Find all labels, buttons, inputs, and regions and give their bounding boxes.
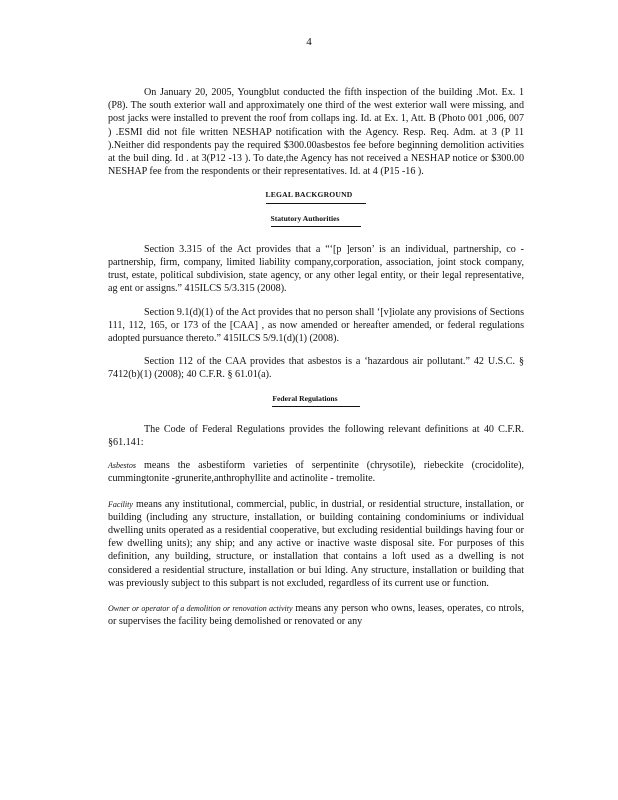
paragraph-section-3315: Section 3.315 of the Act provides that a “‘[p ]erson’ is an individual, partnership, co -partnership, firm, company, limited liability company,corporation, association, joint stock company, trust, estate, political subdivision, state agency, or any other legal entity, or their legal representative, ag ent or assigns.” 415ILCS 5/3.315 (2008). (108, 243, 524, 295)
definition-facility-term: Facility (108, 499, 133, 509)
paragraph-section-91d1: Section 9.1(d)(1) of the Act provides that no person shall ‘[v]iolate any provisions of Sections 111, 112, 165, or 173 of the [CAA] , as now amended or hereafter amended, or federal regulations adopted pursuance thereto.” 415ILCS 5/9.1(d)(1) (2008). (108, 306, 524, 345)
heading-statutory-authorities (108, 212, 524, 227)
definition-owner-operator (108, 602, 524, 628)
heading-federal-regulations (108, 392, 524, 407)
document-body (108, 86, 524, 641)
paragraph-cfr-intro: The Code of Federal Regulations provides the following relevant definitions at 40 C.F.R. §61.141: (108, 423, 524, 449)
definition-asbestos (108, 459, 524, 485)
heading-statutory-authorities-text: Statutory Authorities (271, 212, 362, 227)
paragraph-section-112: Section 112 of the CAA provides that asbestos is a ‘hazardous air pollutant.” 42 U.S.C. § 7412(b)(1) (2008); 40 C.F.R. § 61.01(a). (108, 356, 524, 381)
definition-owner-term: Owner or operator of a demolition or renovation activity (108, 604, 293, 614)
heading-legal-background (108, 188, 524, 203)
definition-asbestos-text: means the asbestiform varieties of serpentinite (chrysotile), riebeckite (crocidolite), cummingtonite -grunerite,anthrophyllite and actinolite - tremolite. (108, 460, 524, 485)
definition-facility-text: means any institutional, commercial, public, in dustrial, or residential structure, installation, or building (including any structure, installation, or building containing condominiums or individual dwelling units operated as a residential cooperative, but excluding residential buildings having four or few dwelling units); any ship; and any active or inactive waste disposal site. For purposes of this definition, any building, structure, or installation that contains a loft used as a dwelling is not considered a residential structure, installation or bui lding. Any structure, installation or building that was previously subject to this subpart is not excluded, regardless of its current use or function. (108, 498, 524, 589)
definition-asbestos-term: Asbestos (108, 461, 136, 471)
heading-federal-regulations-text: Federal Regulations (272, 392, 359, 407)
page-number: 4 (306, 36, 312, 48)
definition-owner-text: means any person who owns, leases, operates, co ntrols, or supervises the facility being demolished or renovated or any (108, 603, 524, 628)
paragraph-inspection: On January 20, 2005, Youngblut conducted the fifth inspection of the building .Mot. Ex. 1 (P8). The south exterior wall and approximately one third of the west exterior wall were missing, and post jacks were installed to prevent the roof from collaps ing. Id. at Ex. 1, Att. B (Photo 001 ,006, 007 ) .ESMI did not file written NESHAP notification with the Agency. Resp. Req. Adm. at 3 (P 11 ).Neither did respondents pay the required $300.00asbestos fee before beginning demolition activities at the buil ding. Id . at 3(P12 -13 ). To date,the Agency has not received a NESHAP notice or $300.00 NESHAP fee from the respondents or their representatives. Id. at 4 (P15 -16 ). (108, 87, 524, 178)
heading-legal-background-text: LEGAL BACKGROUND (266, 188, 367, 203)
definition-facility (108, 498, 524, 590)
